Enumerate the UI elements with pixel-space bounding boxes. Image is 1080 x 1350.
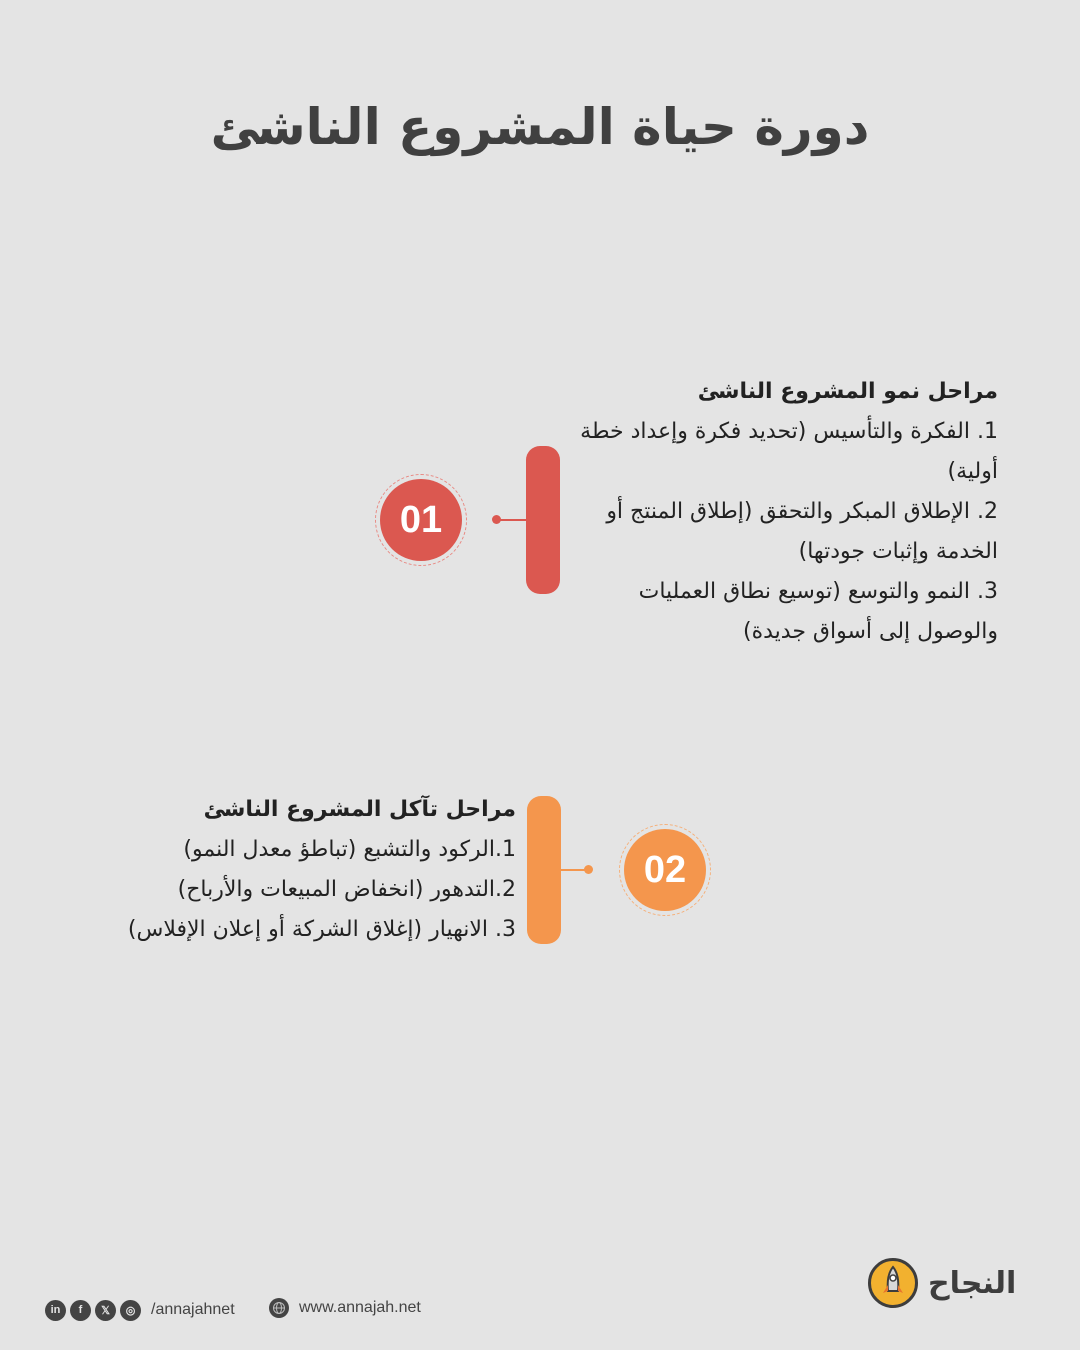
stage-2-item: 3. الانهيار (إغلاق الشركة أو إعلان الإفلاس) <box>127 917 516 942</box>
page-title: دورة حياة المشروع الناشئ <box>210 98 870 156</box>
stage-1-connector-dot <box>492 515 501 524</box>
stage-1-bar <box>526 446 560 594</box>
stage-1-connector <box>498 519 528 521</box>
social-links <box>45 1298 235 1322</box>
stage-2-number-badge: 02 <box>624 829 706 911</box>
stage-2-bar <box>527 796 561 944</box>
social-handle[interactable]: /annajahnet <box>151 1301 235 1318</box>
linkedin-icon[interactable]: in <box>45 1300 66 1321</box>
stage-1-item: 3. النمو والتوسع (توسيع نطاق العمليات والوصول إلى أسواق جديدة) <box>638 579 998 644</box>
stage-2-item: 1.الركود والتشبع (تباطؤ معدل النمو) <box>183 837 516 862</box>
stage-2-heading: مراحل تآكل المشروع الناشئ <box>203 797 516 822</box>
website-url[interactable]: www.annajah.net <box>299 1299 421 1316</box>
stage-1-number-badge: 01 <box>380 479 462 561</box>
globe-icon <box>269 1298 289 1318</box>
brand-logo <box>868 1258 1016 1308</box>
stage-1-item: 1. الفكرة والتأسيس (تحديد فكرة وإعداد خطة أولية) <box>580 419 998 484</box>
stage-1-text <box>558 372 998 652</box>
stage-1-heading: مراحل نمو المشروع الناشئ <box>697 379 998 404</box>
x-icon[interactable]: 𝕏 <box>95 1300 116 1321</box>
stage-1-item: 2. الإطلاق المبكر والتحقق (إطلاق المنتج أو الخدمة وإثبات جودتها) <box>606 499 998 564</box>
brand-name: النجاح <box>928 1265 1017 1301</box>
facebook-icon[interactable]: f <box>70 1300 91 1321</box>
instagram-icon[interactable]: ◎ <box>120 1300 141 1321</box>
website-link[interactable] <box>269 1298 421 1318</box>
stage-2-text <box>76 790 516 950</box>
stage-2-item: 2.التدهور (انخفاض المبيعات والأرباح) <box>177 877 516 902</box>
rocket-icon <box>868 1258 918 1308</box>
stage-2-connector-dot <box>584 865 593 874</box>
